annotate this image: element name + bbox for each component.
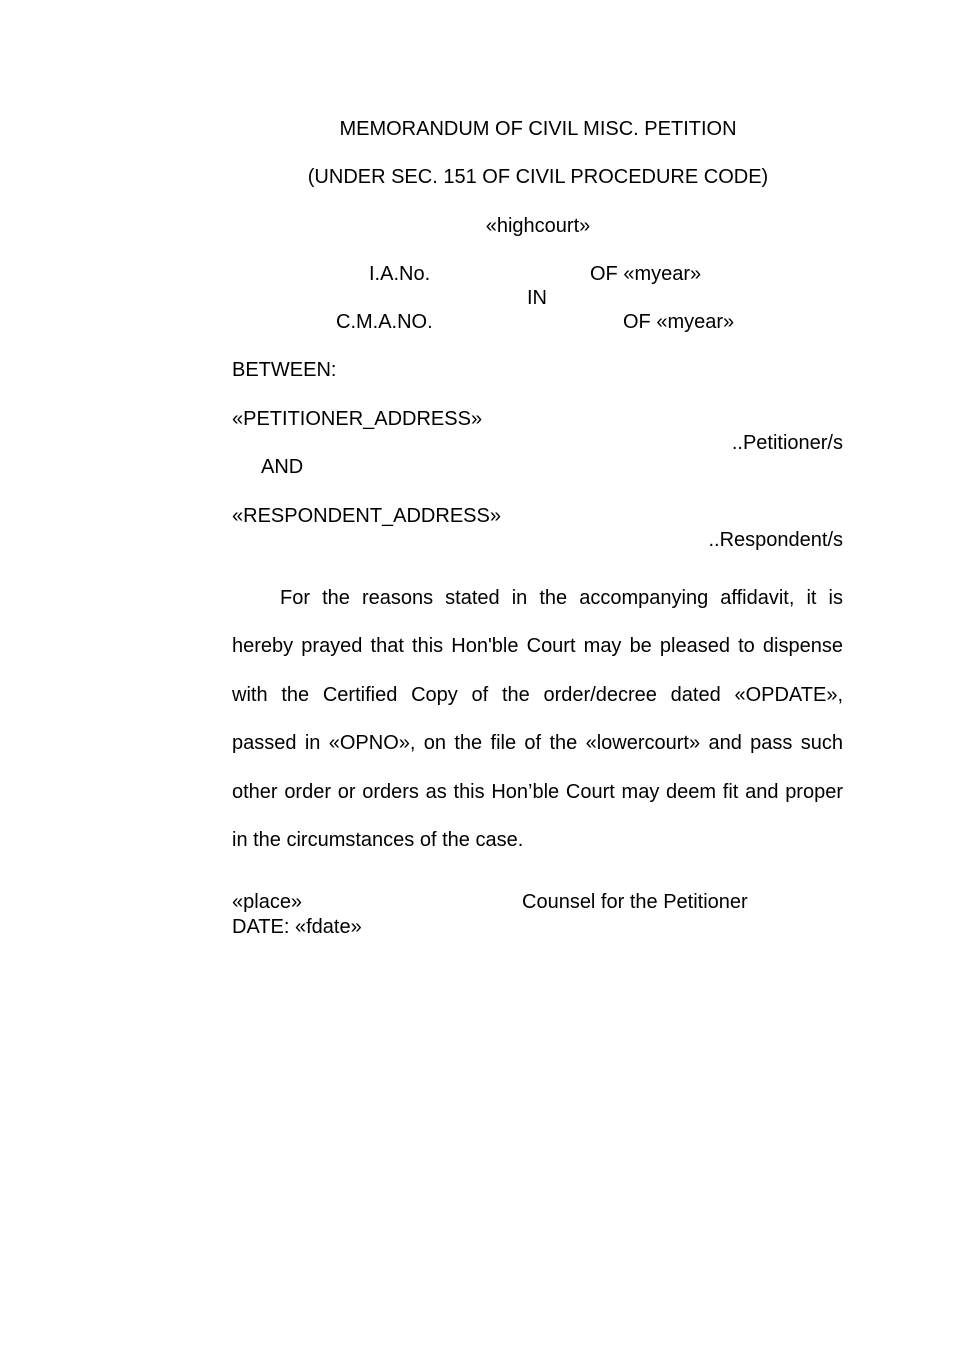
respondent-address: «RESPONDENT_ADDRESS» (232, 505, 501, 527)
cma-year: OF «myear» (623, 311, 735, 333)
prayer-paragraph: For the reasons stated in the accompanying affidavit, it is hereby prayed that this Hon'ble Court may be pleased to dispense with the Certified Copy of the order/decree dated «OPDATE», passed in «OPNO», on the file of the «lowercourt» and pass such other order or orders as this Hon’ble Court may deem fit and proper in the circumstances of the case. (232, 587, 843, 852)
ia-year: OF «myear» (590, 263, 702, 285)
petitioner-address: «PETITIONER_ADDRESS» (232, 408, 483, 430)
document-title: MEMORANDUM OF CIVIL MISC. PETITION (339, 118, 737, 140)
document-subtitle: (UNDER SEC. 151 OF CIVIL PROCEDURE CODE) (307, 166, 769, 188)
cma-number-label: C.M.A.NO. (336, 311, 433, 333)
petitioner-role: ..Petitioner/s (731, 432, 843, 454)
court-name: «highcourt» (485, 215, 591, 237)
between-label: BETWEEN: (232, 359, 337, 381)
and-label: AND (261, 456, 304, 478)
respondent-role: ..Respondent/s (708, 529, 843, 551)
ia-number-label: I.A.No. (369, 263, 431, 285)
counsel-signature-label: Counsel for the Petitioner (522, 891, 748, 913)
place-field: «place» (232, 891, 303, 913)
date-field: DATE: «fdate» (232, 916, 362, 938)
in-label: IN (527, 287, 547, 309)
